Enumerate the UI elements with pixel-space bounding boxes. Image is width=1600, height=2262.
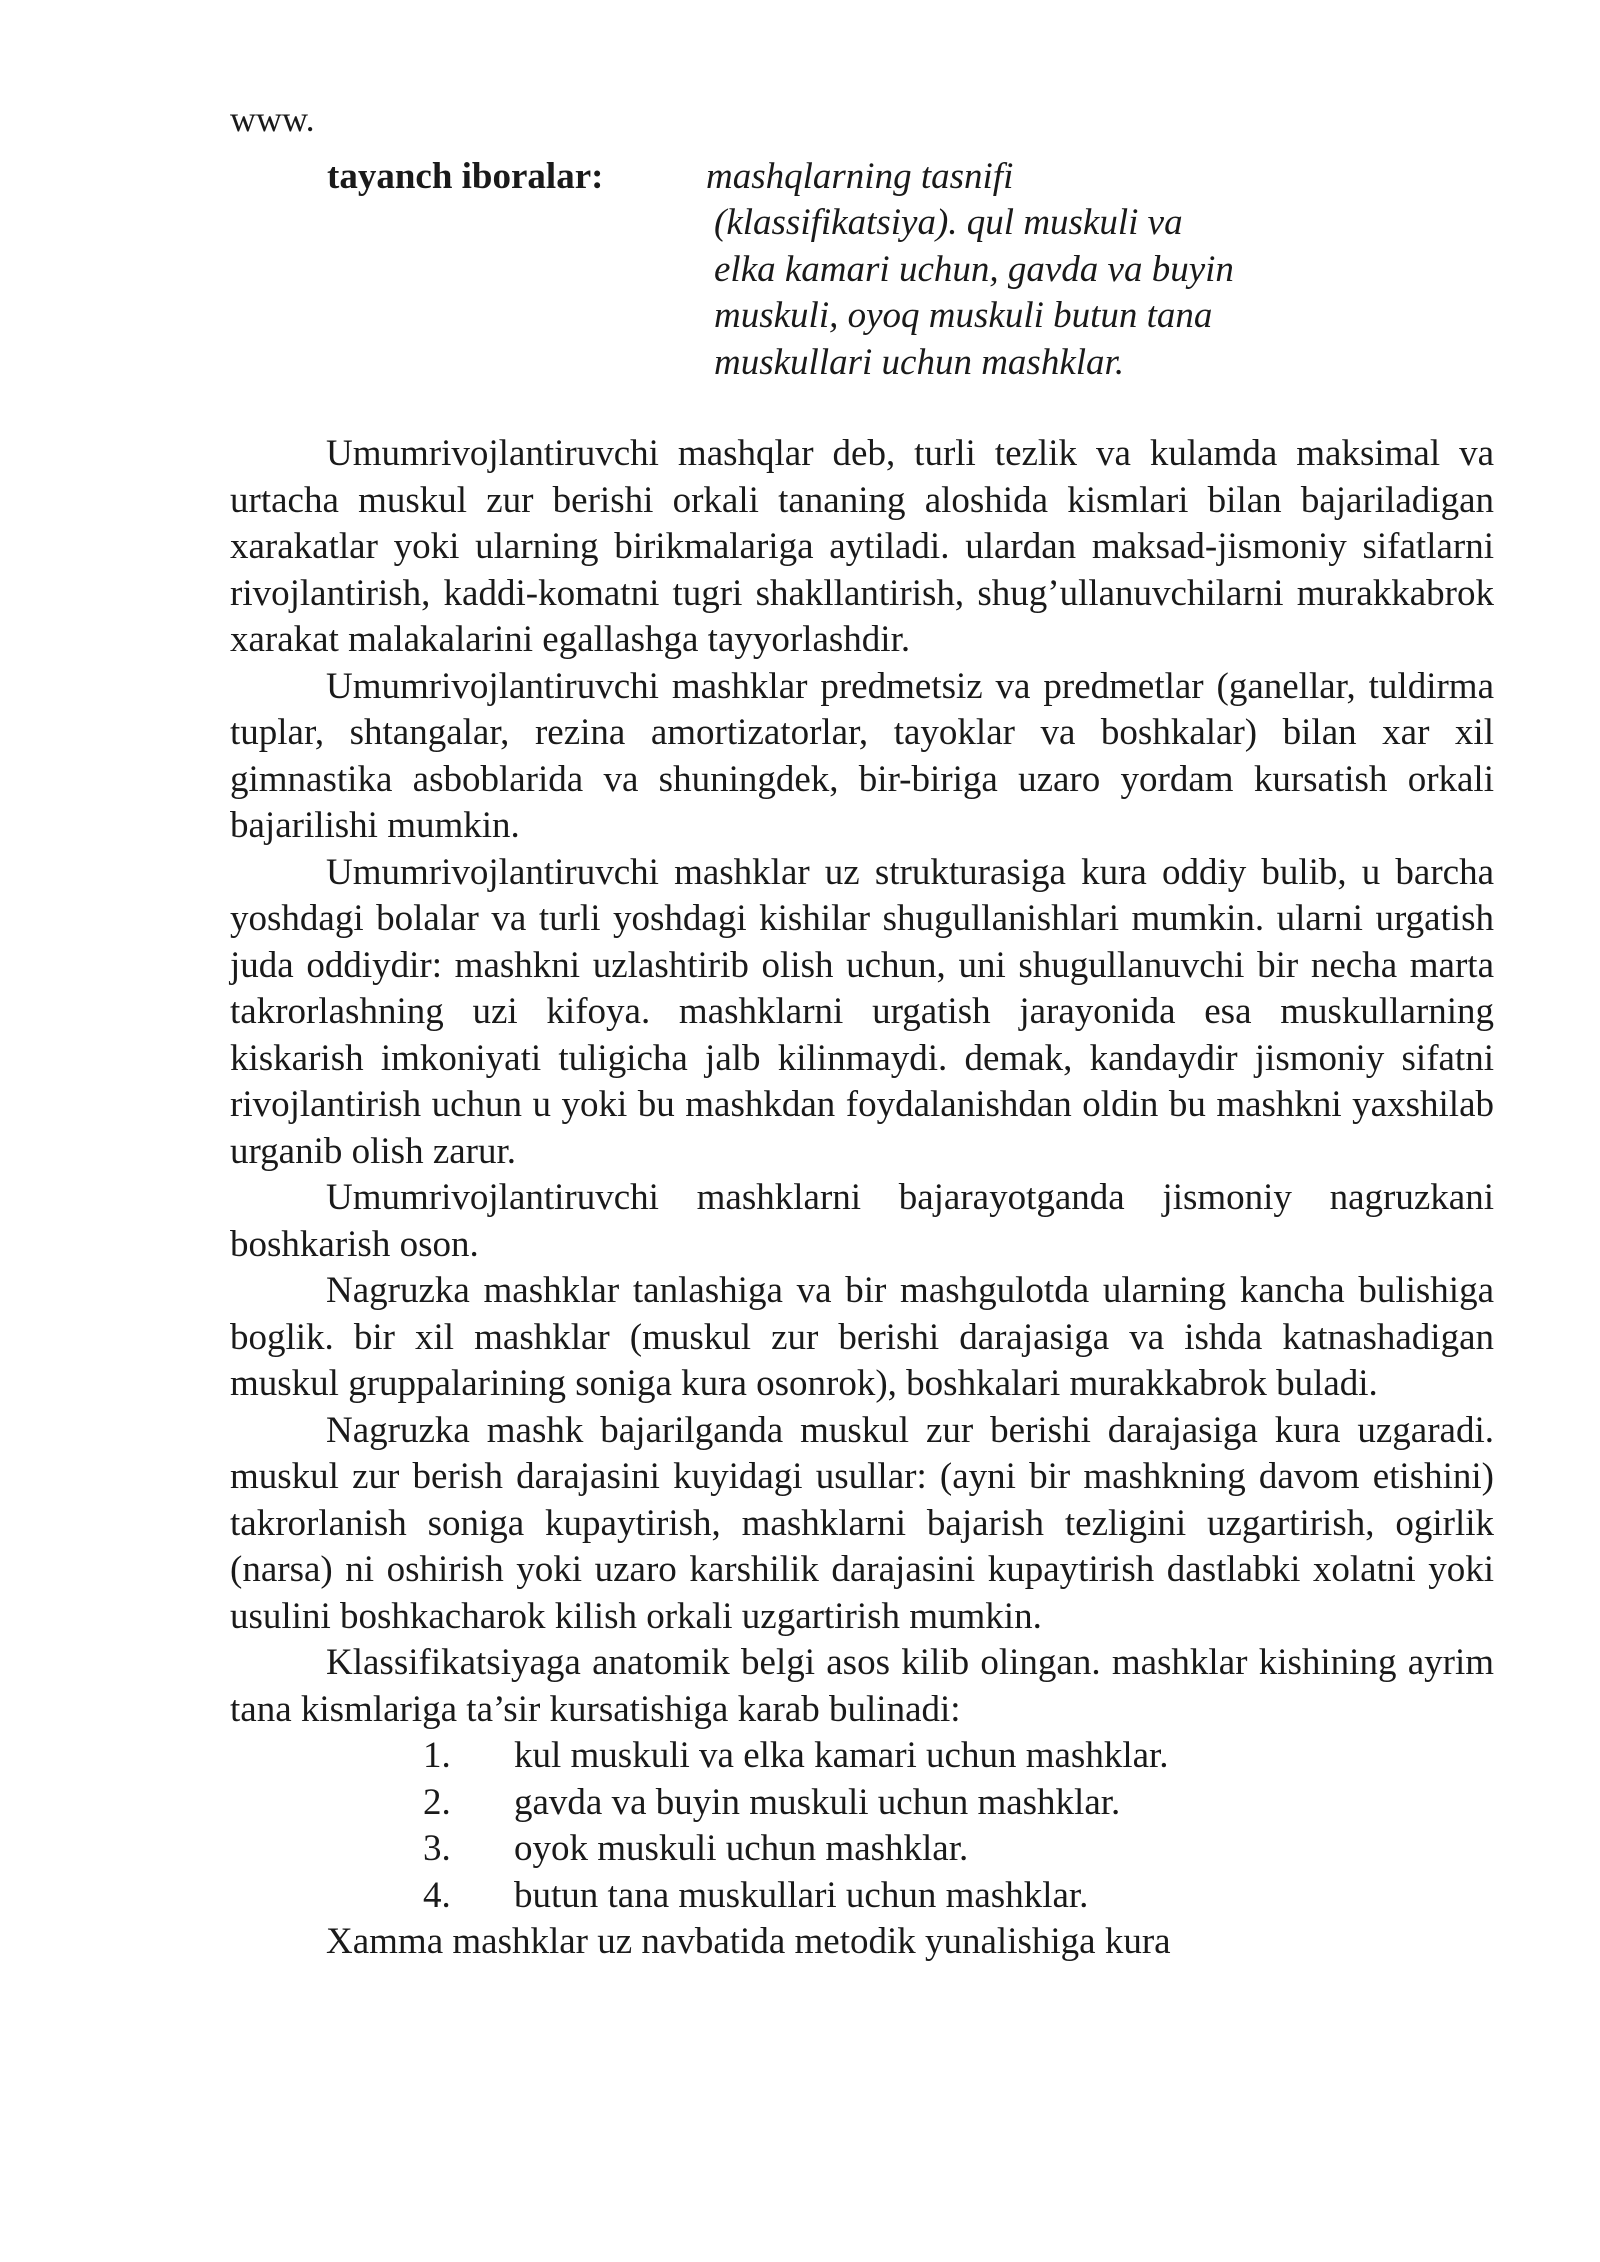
paragraph: Klassifikatsiyaga anatomik belgi asos kilib olingan. mashklar kishining ayrim tana kismlariga ta’sir kursatishiga karab bulinadi:	[230, 1642, 1494, 1730]
keywords-line: elka kamari uchun, gavda va buyin	[714, 248, 1234, 290]
list-item-number: 3.	[423, 1828, 451, 1869]
keywords-line: muskullari uchun mashklar.	[714, 341, 1125, 383]
header-www: www.	[230, 99, 315, 139]
list-item-number: 2.	[423, 1781, 451, 1823]
paragraph: Umumrivojlantiruvchi mashklar predmetsiz va predmetlar (ganellar, tuldirma tuplar, shtangalar, rezina amortizatorlar, tayoklar va boshkalar) bilan xar xil gimnastika asboblarida va shuningdek, bir-biriga uzaro yordam kursatish orkali bajarilishi mumkin.	[230, 665, 1494, 846]
list-item-number: 4.	[423, 1874, 451, 1916]
paragraph: Umumrivojlantiruvchi mashqlar deb, turli tezlik va kulamda maksimal va urtacha muskul zur berishi orkali tananing aloshida kismlari bilan bajariladigan xarakatlar yoki ularning birikmalariga aytiladi. ulardan maksad-jismoniy sifatlarni rivojlantirish, kaddi-komatni tugri shakllantirish, shug’ullanuvchilarni murakkabrok xarakat malakalarini egallashga tayyorlashdir.	[230, 433, 1494, 660]
numbered-list	[230, 1733, 1494, 1919]
paragraph: Nagruzka mashk bajarilganda muskul zur berishi darajasiga kura uzgaradi. muskul zur berish darajasini kuyidagi usullar: (ayni bir mashkning davom etishini) takrorlanish soniga kupaytirish, mashklarni bajarish tezligini uzgartirish, ogirlik (narsa) ni oshirish yoki uzaro karshilik darajasini kupaytirish dastlabki xolatni yoki usulini boshkacharok kilish orkali uzgartirish mumkin.	[230, 1409, 1494, 1637]
list-item	[230, 1826, 1494, 1873]
keywords-label: tayanch iboralar:	[327, 156, 604, 197]
list-item	[230, 1733, 1494, 1780]
keywords-first-line: mashqlarning tasnifi	[706, 156, 1014, 197]
list-item-text: kul muskuli va elka kamari uchun mashklar.	[514, 1735, 1169, 1776]
list-item-text: gavda va buyin muskuli uchun mashklar.	[514, 1781, 1121, 1823]
keywords-line: muskuli, oyoq muskuli butun tana	[714, 295, 1213, 336]
closing-line: Xamma mashklar uz navbatida metodik yunalishiga kura	[326, 1921, 1171, 1962]
list-item	[230, 1780, 1494, 1827]
list-item-text: butun tana muskullari uchun mashklar.	[514, 1874, 1089, 1916]
document-body	[230, 431, 1494, 1966]
list-item	[230, 1873, 1494, 1920]
paragraph: Umumrivojlantiruvchi mashklar uz strukturasiga kura oddiy bulib, u barcha yoshdagi bolalar va turli yoshdagi kishilar shugullanishlari mumkin. ularni urgatish juda oddiydir: mashkni uzlashtirib olish uchun, uni shugullanuvchi bir necha marta takrorlashning uzi kifoya. mashklarni urgatish jarayonida esa muskullarning kiskarish imkoniyati tuligicha jalb kilinmaydi. demak, kandaydir jismoniy sifatni rivojlantirish uchun u yoki bu mashkdan foydalanishdan oldin bu mashkni yaxshilab urganib olish zarur.	[230, 851, 1494, 1172]
list-item-number: 1.	[423, 1735, 451, 1776]
keywords-text	[714, 200, 1354, 386]
list-item-text: oyok muskuli uchun mashklar.	[514, 1828, 969, 1869]
paragraph: Nagruzka mashklar tanlashiga va bir mashgulotda ularning kancha bulishiga boglik. bir xil mashklar (muskul zur berishi darajasiga va ishda katnashadigan muskul gruppalarining soniga kura osonrok), boshkalari murakkabrok buladi.	[230, 1270, 1494, 1404]
keywords-line: (klassifikatsiya). qul muskuli va	[714, 202, 1183, 243]
paragraph: Umumrivojlantiruvchi mashklarni bajarayotganda jismoniy nagruzkani boshkarish oson.	[230, 1177, 1494, 1265]
